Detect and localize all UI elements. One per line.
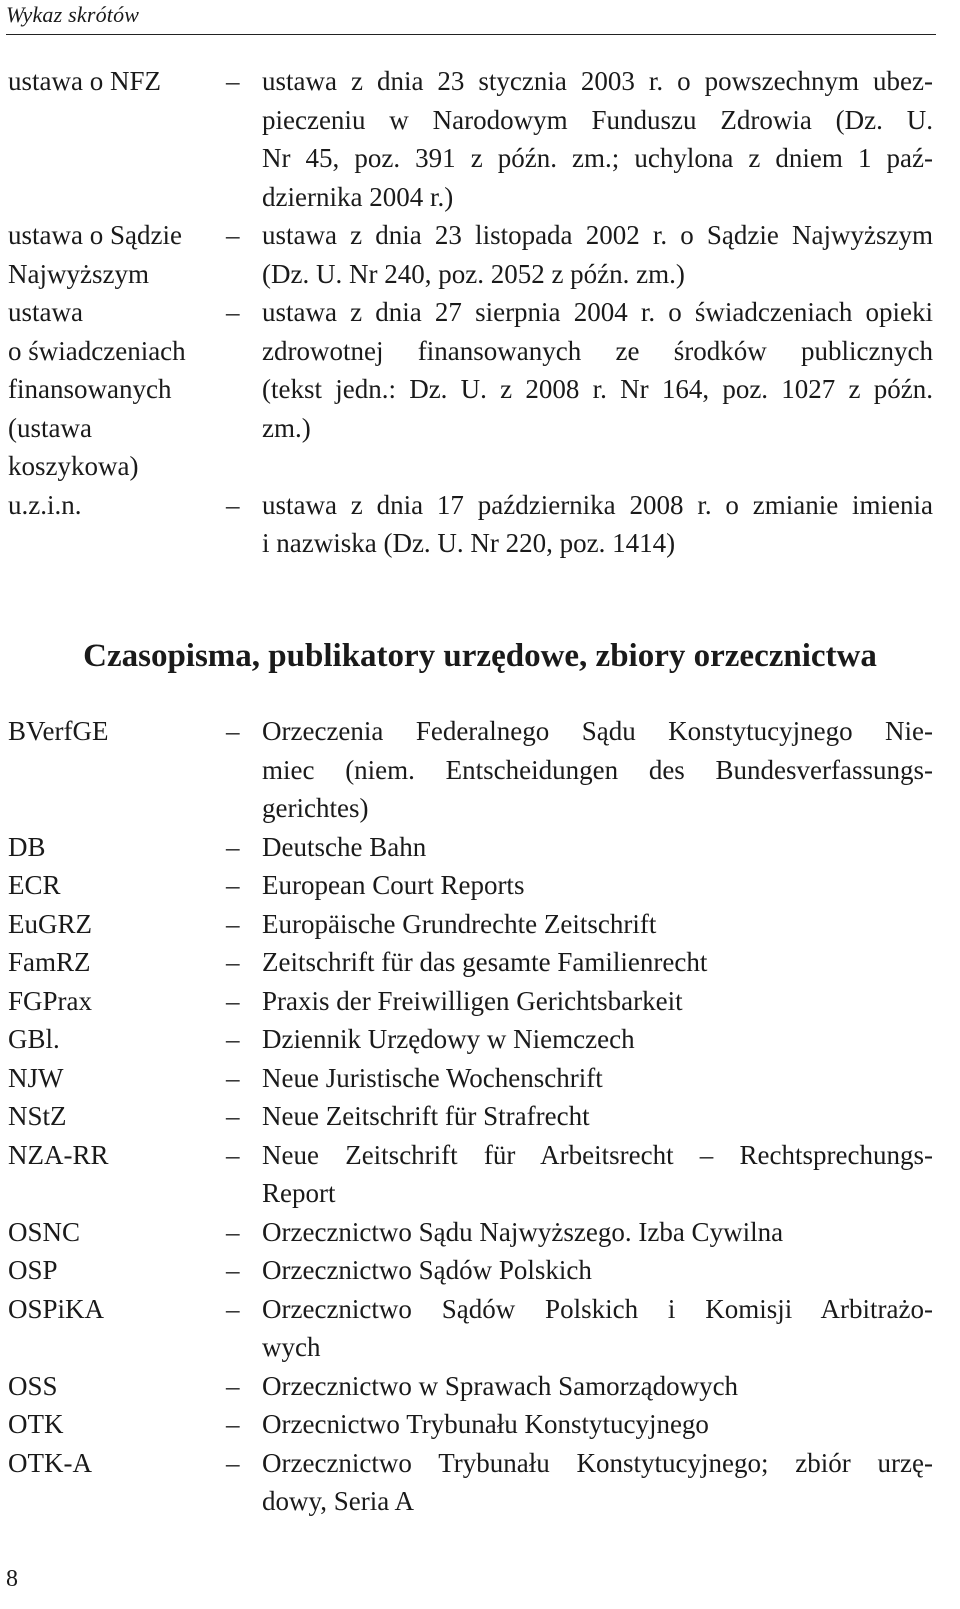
abbreviation-term <box>8 1059 226 1098</box>
term-line: EuGRZ <box>8 908 92 939</box>
abbreviation-entry <box>8 1444 933 1521</box>
definition-line: Dziennik Urzędowy w Niemczech <box>262 1024 635 1054</box>
dash-separator: – <box>226 1216 240 1247</box>
definition-line: wych <box>262 1332 321 1362</box>
dash-separator: – <box>226 1255 240 1285</box>
abbreviation-term <box>8 828 226 867</box>
abbreviation-entry <box>8 1020 933 1059</box>
term-line: NStZ <box>8 1101 67 1131</box>
dash-separator: – <box>226 1370 240 1401</box>
term-line: OSPiKA <box>8 1293 105 1324</box>
dash-separator: – <box>226 489 240 520</box>
abbreviation-entry <box>8 1059 933 1098</box>
term-line: GBl. <box>8 1024 60 1054</box>
abbreviation-definition <box>262 1290 933 1367</box>
definition-line: European Court Reports <box>262 870 525 900</box>
term-line: FGPrax <box>8 985 93 1016</box>
term-line: finansowanych <box>8 374 172 404</box>
abbreviation-term <box>8 943 226 982</box>
dash-separator: – <box>226 1409 240 1439</box>
abbreviation-term <box>8 1020 226 1059</box>
definition-line: i nazwiska (Dz. U. Nr 220, poz. 1414) <box>262 528 676 558</box>
term-line: ustawa o NFZ <box>8 66 161 96</box>
definition-line: zm.) <box>262 412 311 443</box>
abbreviation-definition <box>262 293 933 486</box>
abbreviation-term <box>8 1213 226 1252</box>
dash-separator: – <box>226 220 240 250</box>
dash-separator: – <box>226 66 240 96</box>
abbreviation-entry <box>8 62 933 216</box>
abbreviation-definition <box>262 62 933 216</box>
abbreviation-entry <box>8 216 933 293</box>
abbreviation-entry <box>8 1251 933 1290</box>
definition-line: Nr 45, poz. 391 z późn. zm.; uchylona z dniem 1 paź- <box>262 143 933 173</box>
definition-line: Report <box>262 1178 336 1208</box>
term-line: ECR <box>8 870 61 900</box>
definition-line: Orzecnictwo Trybunału Konstytucyjnego <box>262 1409 709 1439</box>
abbreviation-entry <box>8 712 933 828</box>
abbreviation-entry <box>8 828 933 867</box>
term-line: (ustawa <box>8 412 92 443</box>
abbreviation-definition <box>262 828 933 867</box>
term-line: NZA-RR <box>8 1139 109 1170</box>
term-line: koszykowa) <box>8 451 139 481</box>
abbreviation-definition <box>262 1136 933 1213</box>
dash-separator: – <box>226 947 240 977</box>
definition-line: gerichtes) <box>262 793 369 823</box>
law-abbreviations-list <box>8 62 933 563</box>
running-title: Wykaz skrótów <box>6 2 140 27</box>
abbreviation-definition <box>262 866 933 905</box>
abbreviation-term <box>8 1136 226 1213</box>
definition-line: ustawa z dnia 23 listopada 2002 r. o Sądzie Najwyższym <box>262 220 933 250</box>
abbreviation-entry <box>8 486 933 563</box>
abbreviation-definition <box>262 1097 933 1136</box>
definition-line: Orzecznictwo w Sprawach Samorządowych <box>262 1370 739 1401</box>
abbreviation-entry <box>8 1097 933 1136</box>
definition-line: Orzecznictwo Trybunału Konstytucyjnego; zbiór urzę- <box>262 1447 933 1478</box>
definition-line: ustawa z dnia 17 października 2008 r. o zmianie imienia <box>262 489 933 520</box>
term-line: OSNC <box>8 1216 81 1247</box>
abbreviation-term <box>8 982 226 1021</box>
dash-separator: – <box>226 1293 240 1324</box>
definition-line: ustawa z dnia 27 sierpnia 2004 r. o świadczeniach opieki <box>262 297 933 327</box>
dash-separator: – <box>226 297 240 327</box>
abbreviation-term <box>8 1251 226 1290</box>
section-title: Czasopisma, publikatory urzędowe, zbiory orzecznictwa <box>83 638 877 674</box>
term-line: DB <box>8 831 46 862</box>
definition-line: pieczeniu w Narodowym Funduszu Zdrowia (Dz. U. <box>262 104 933 135</box>
definition-line: (Dz. U. Nr 240, poz. 2052 z późn. zm.) <box>262 258 685 289</box>
abbreviation-term <box>8 62 226 216</box>
abbreviation-term <box>8 866 226 905</box>
abbreviation-term <box>8 712 226 828</box>
dash-separator: – <box>226 908 240 939</box>
definition-line: Deutsche Bahn <box>262 831 427 862</box>
definition-line: Orzeczenia Federalnego Sądu Konstytucyjnego Nie- <box>262 716 933 746</box>
abbreviation-entry <box>8 982 933 1021</box>
dash-separator: – <box>226 1062 240 1093</box>
definition-line: (tekst jedn.: Dz. U. z 2008 r. Nr 164, poz. 1027 z późn. <box>262 374 933 404</box>
term-line: OSP <box>8 1255 58 1285</box>
definition-line: Praxis der Freiwilligen Gerichtsbarkeit <box>262 985 683 1016</box>
abbreviation-definition <box>262 982 933 1021</box>
page-number: 8 <box>6 1566 18 1592</box>
abbreviation-definition <box>262 486 933 563</box>
abbreviation-term <box>8 1097 226 1136</box>
term-line: FamRZ <box>8 947 91 977</box>
term-line: NJW <box>8 1062 64 1093</box>
definition-line: Neue Zeitschrift für Strafrecht <box>262 1101 590 1131</box>
abbreviation-definition <box>262 943 933 982</box>
dash-separator: – <box>226 831 240 862</box>
term-line: OTK-A <box>8 1447 92 1478</box>
abbreviation-entry <box>8 905 933 944</box>
term-line: OSS <box>8 1370 58 1401</box>
abbreviation-definition <box>262 1213 933 1252</box>
abbreviation-definition <box>262 1251 933 1290</box>
abbreviation-definition <box>262 1444 933 1521</box>
dash-separator: – <box>226 870 240 900</box>
definition-line: ustawa z dnia 23 stycznia 2003 r. o powszechnym ubez- <box>262 66 933 96</box>
abbreviation-entry <box>8 1405 933 1444</box>
journal-abbreviations-list <box>8 712 933 1521</box>
definition-line: Neue Zeitschrift für Arbeitsrecht – Rechtsprechungs- <box>262 1139 933 1170</box>
abbreviation-entry <box>8 1213 933 1252</box>
dash-separator: – <box>226 1024 240 1054</box>
abbreviation-term <box>8 1444 226 1521</box>
definition-line: Europäische Grundrechte Zeitschrift <box>262 908 657 939</box>
definition-line: Neue Juristische Wochenschrift <box>262 1062 603 1093</box>
abbreviation-definition <box>262 1367 933 1406</box>
term-line: ustawa <box>8 297 83 327</box>
definition-line: dziernika 2004 r.) <box>262 181 454 212</box>
dash-separator: – <box>226 1101 240 1131</box>
definition-line: miec (niem. Entscheidungen des Bundesverfassungs- <box>262 754 933 785</box>
abbreviation-entry <box>8 866 933 905</box>
abbreviation-entry <box>8 943 933 982</box>
abbreviation-entry <box>8 1136 933 1213</box>
abbreviation-definition <box>262 1405 933 1444</box>
dash-separator: – <box>226 1139 240 1170</box>
term-line: OTK <box>8 1409 64 1439</box>
abbreviation-entry <box>8 293 933 486</box>
dash-separator: – <box>226 985 240 1016</box>
dash-separator: – <box>226 716 240 746</box>
term-line: o świadczeniach <box>8 335 186 366</box>
abbreviation-definition <box>262 216 933 293</box>
dash-separator: – <box>226 1447 240 1478</box>
running-header <box>6 0 936 35</box>
abbreviation-term <box>8 1405 226 1444</box>
definition-line: dowy, Seria A <box>262 1486 414 1516</box>
definition-line: Orzecznictwo Sądów Polskich <box>262 1255 592 1285</box>
abbreviation-entry <box>8 1290 933 1367</box>
definition-line: Zeitschrift für das gesamte Familienrecht <box>262 947 708 977</box>
abbreviation-definition <box>262 712 933 828</box>
abbreviation-term <box>8 293 226 486</box>
definition-line: Orzecznictwo Sądu Najwyższego. Izba Cywilna <box>262 1216 784 1247</box>
definition-line: Orzecznictwo Sądów Polskich i Komisji Arbitrażo- <box>262 1293 933 1324</box>
term-line: u.z.i.n. <box>8 489 82 520</box>
abbreviation-term <box>8 1367 226 1406</box>
definition-line: zdrowotnej finansowanych ze środków publicznych <box>262 335 933 366</box>
term-line: BVerfGE <box>8 716 109 746</box>
term-line: ustawa o Sądzie <box>8 220 182 250</box>
abbreviation-term <box>8 486 226 563</box>
abbreviation-term <box>8 216 226 293</box>
abbreviation-definition <box>262 1020 933 1059</box>
abbreviation-definition <box>262 1059 933 1098</box>
abbreviation-term <box>8 1290 226 1367</box>
abbreviation-term <box>8 905 226 944</box>
abbreviation-entry <box>8 1367 933 1406</box>
term-line: Najwyższym <box>8 258 149 289</box>
abbreviation-definition <box>262 905 933 944</box>
